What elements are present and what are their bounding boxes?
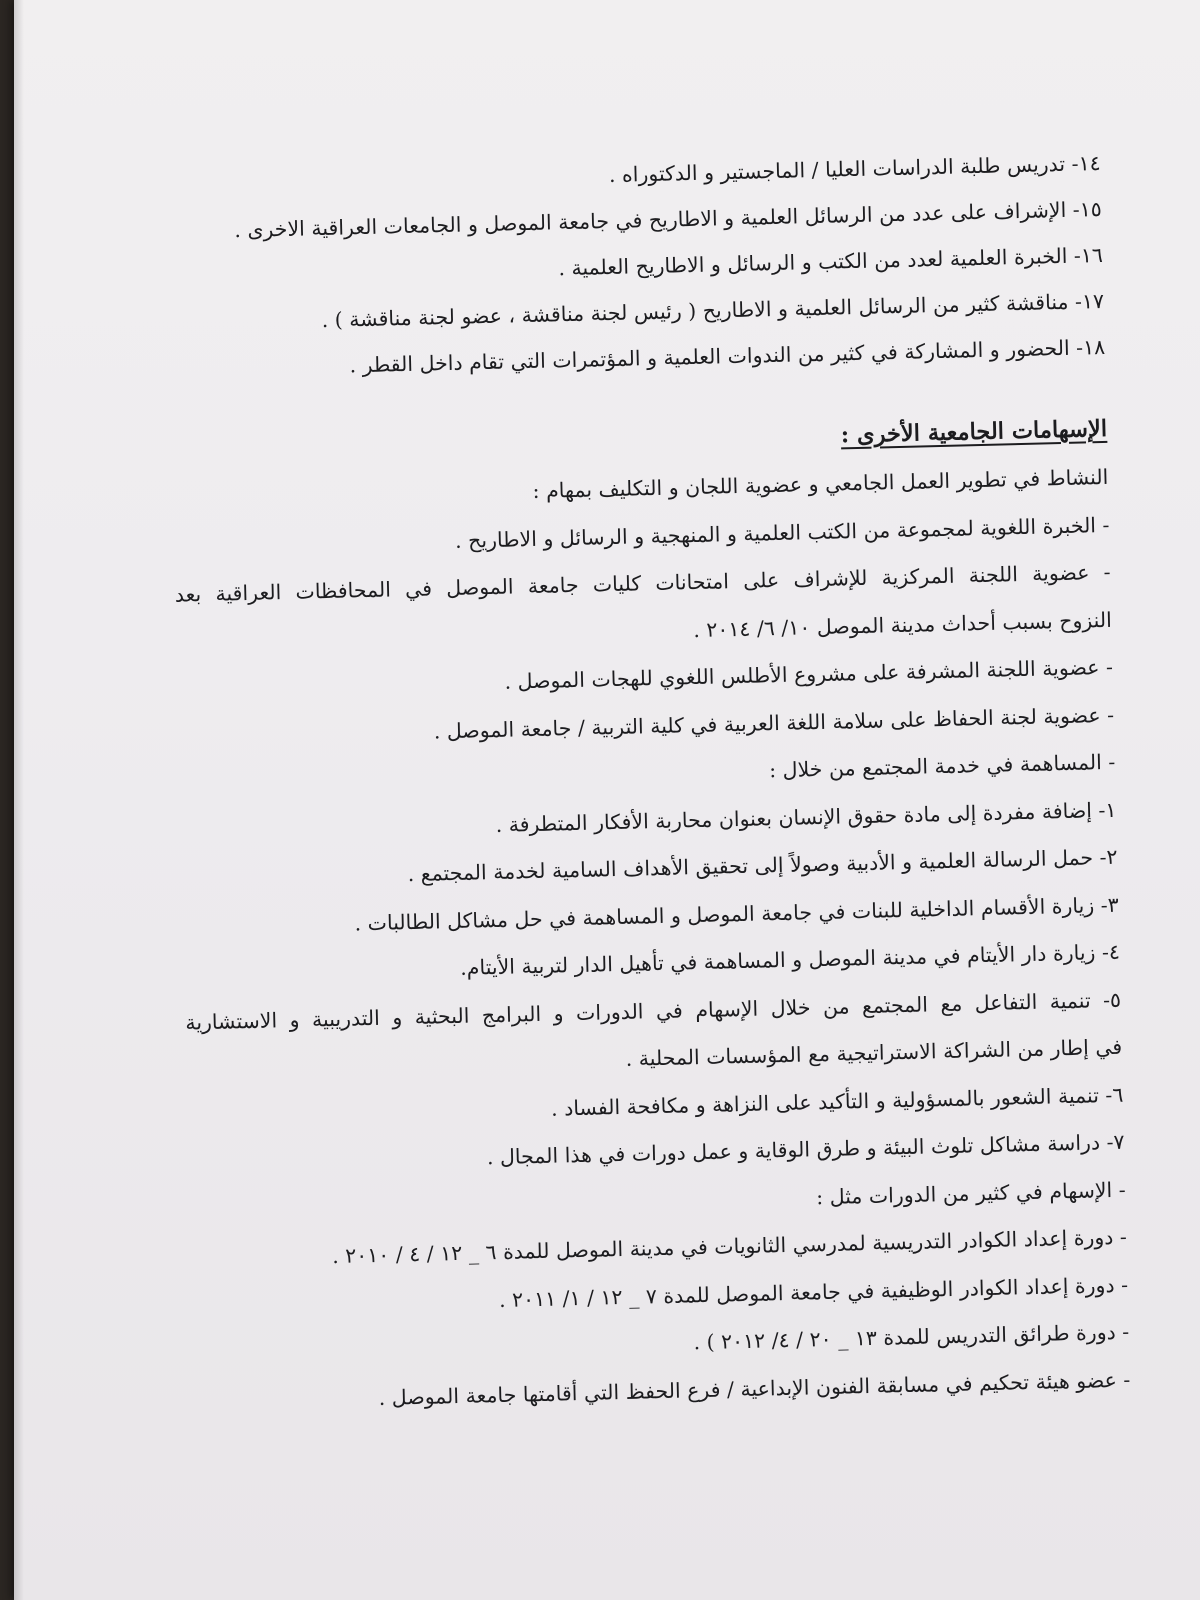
community-item-3: ٣- زيارة الأقسام الداخلية للبنات في جامعة الموصل و المساهمة في حل مشاكل الطالبات .	[354, 892, 1119, 935]
bullet-linguistic-atlas: - عضوية اللجنة المشرفة على مشروع الأطلس اللغوي للهجات الموصل .	[504, 654, 1114, 694]
course-item-2: - دورة إعداد الكوادر الوظيفية في جامعة الموصل للمدة ٧ _ ١٢ / ١/ ٢٠١١ .	[498, 1272, 1129, 1312]
community-item-1: ١- إضافة مفردة إلى مادة حقوق الإنسان بعنوان محاربة الأفكار المتطرفة .	[495, 797, 1117, 837]
course-item-3: - دورة طرائق التدريس للمدة ١٣ _ ٢٠ / ٤/ ٢٠١٢ ) .	[693, 1319, 1130, 1355]
community-item-6: ٦- تنمية الشعور بالمسؤولية و التأكيد على النزاهة و مكافحة الفساد .	[550, 1082, 1124, 1121]
bullet-jury-member: - عضو هيئة تحكيم في مسابقة الفنون الإبداعية / فرع الحفظ التي أقامتها جامعة الموصل .	[378, 1367, 1131, 1410]
community-item-4: ٤- زيارة دار الأيتام في مدينة الموصل و المساهمة في تأهيل الدار لتربية الأيتام.	[459, 939, 1121, 980]
list-item-18: ١٨- الحضور و المشاركة في كثير من الندوات العلمية و المؤتمرات التي تقام داخل القطر .	[349, 334, 1106, 378]
community-item-5-continued: في إطار من الشراكة الاستراتيجية مع المؤسسات المحلية .	[625, 1034, 1123, 1071]
section-intro: النشاط في تطوير العمل الجامعي و عضوية اللجان و التكليف بمهام :	[532, 464, 1109, 503]
list-item-17: ١٧- مناقشة كثير من الرسائل العلمية و الاطاريح ( رئيس لجنة مناقشة ، عضو لجنة مناقشة ) .	[321, 288, 1105, 333]
list-item-14: ١٤- تدريس طلبة الدراسات العليا / الماجستير و الدكتوراه .	[608, 150, 1101, 188]
bullet-central-committee: - عضوية اللجنة المركزية للإشراف على امتحانات كليات جامعة الموصل في المحافظات العراقية بعد	[174, 559, 1111, 607]
list-item-16: ١٦- الخبرة العلمية لعدد من الكتب و الرسائل و الاطاريح العلمية .	[558, 242, 1104, 281]
bullet-courses: - الإسهام في كثير من الدورات مثل :	[815, 1177, 1126, 1209]
list-item-15: ١٥- الإشراف على عدد من الرسائل العلمية و الاطاريح في جامعة الموصل و الجامعات العراقية الاخرى .	[234, 196, 1102, 243]
section-title: الإسهامات الجامعية الأخرى :	[840, 415, 1108, 449]
course-item-1: - دورة إعداد الكوادر التدريسية لمدرسي الثانويات في مدينة الموصل للمدة ٦ _ ١٢ / ٤ / ٢٠١٠ .	[331, 1224, 1128, 1269]
community-item-7: ٧- دراسة مشاكل تلوث البيئة و طرق الوقاية و عمل دورات في هذا المجال .	[486, 1129, 1125, 1170]
document-page	[14, 0, 1200, 1600]
bullet-language-expertise: - الخبرة اللغوية لمجموعة من الكتب العلمية و المنهجية و الرسائل و الاطاريح .	[454, 512, 1110, 553]
community-item-5: ٥- تنمية التفاعل مع المجتمع من خلال الإسهام في الدورات و البرامج البحثية و التدريبية و الاستشارية	[184, 987, 1122, 1035]
community-item-2: ٢- حمل الرسالة العلمية و الأدبية وصولاً إلى تحقيق الأهداف السامية لخدمة المجتمع .	[407, 844, 1118, 887]
bullet-arabic-language-committee: - عضوية لجنة الحفاظ على سلامة اللغة العربية في كلية التربية / جامعة الموصل .	[433, 702, 1115, 743]
document-content	[164, 140, 1131, 1426]
bullet-central-committee-continued: النزوح بسبب أحداث مدينة الموصل ١٠/ ٦/ ٢٠١٤ .	[693, 607, 1113, 642]
bullet-community-service: - المساهمة في خدمة المجتمع من خلال :	[768, 749, 1116, 783]
